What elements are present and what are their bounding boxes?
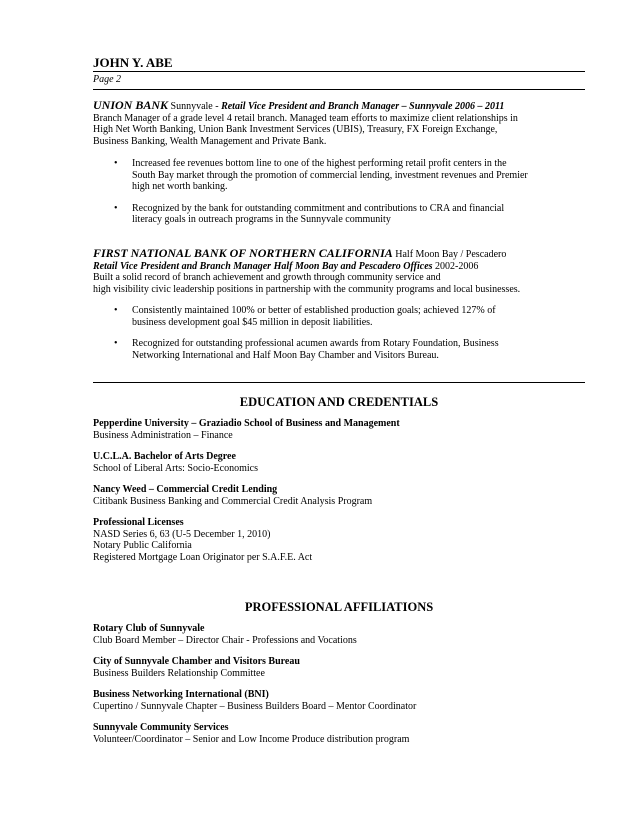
entry-line: Business Builders Relationship Committee — [93, 667, 265, 679]
desc-line: High Net Worth Banking, Union Bank Investment Services (UBIS), Treasury, FX Foreign Exchange, — [93, 124, 498, 135]
role-title: Retail Vice President and Branch Manager Half Moon Bay and Pescadero Offices — [93, 260, 433, 272]
entry-line: Cupertino / Sunnyvale Chapter – Business Builders Board – Mentor Coordinator — [93, 700, 417, 712]
education-entry — [93, 451, 585, 474]
entry-name: Business Networking International (BNI) — [93, 689, 269, 700]
job-title-dates: Retail Vice President and Branch Manager – Sunnyvale 2006 – 2011 — [221, 101, 505, 112]
role-dates: 2002-2006 — [435, 260, 479, 272]
education-entry — [93, 517, 585, 563]
entry-line: Club Board Member – Director Chair - Professions and Vocations — [93, 634, 357, 646]
entry-name: U.C.L.A. Bachelor of Arts Degree — [93, 451, 236, 462]
bullet-line: high net worth banking. — [132, 181, 228, 192]
entry-name: Nancy Weed – Commercial Credit Lending — [93, 484, 278, 495]
affiliations-list — [93, 623, 585, 755]
entry-name: Sunnyvale Community Services — [93, 722, 229, 733]
bullet-line: Recognized for outstanding professional acumen awards from Rotary Foundation, Business — [132, 338, 499, 349]
company-name: UNION BANK — [93, 98, 169, 112]
job-description — [93, 113, 585, 148]
bullet-line: Increased fee revenues bottom line to one of the highest performing retail profit centers in the — [132, 158, 507, 169]
affiliations-title: PROFESSIONAL AFFILIATIONS — [244, 600, 434, 614]
job-first-national — [93, 248, 585, 361]
education-entry — [93, 484, 585, 507]
page-number: Page 2 — [93, 74, 122, 85]
entry-line: Notary Public California — [93, 540, 192, 551]
entry-name: Rotary Club of Sunnyvale — [93, 623, 205, 634]
entry-name: City of Sunnyvale Chamber and Visitors Bureau — [93, 656, 300, 667]
job-union-bank — [93, 100, 585, 226]
job-heading — [93, 100, 585, 113]
bullet-item — [93, 203, 585, 226]
education-title: EDUCATION AND CREDENTIALS — [239, 395, 439, 409]
entry-line: Business Administration – Finance — [93, 429, 233, 441]
bullet-line: business development goal $45 million in deposit liabilities. — [132, 316, 373, 328]
desc-line: Built a solid record of branch achievement and growth through community service and — [93, 272, 441, 283]
affiliation-entry — [93, 623, 585, 646]
achievement-list — [93, 158, 585, 226]
entry-line: Registered Mortgage Loan Originator per S.A.F.E. Act — [93, 551, 313, 563]
header-rule — [93, 71, 585, 72]
job-role — [93, 261, 585, 273]
desc-line: high visibility civic leadership positions in partnership with the community programs and local businesses. — [93, 283, 521, 295]
entry-line: NASD Series 6, 63 (U-5 December 1, 2010) — [93, 528, 271, 540]
bullet-item — [93, 305, 585, 328]
section-rule — [93, 382, 585, 383]
company-name: FIRST NATIONAL BANK OF NORTHERN CALIFORNIA — [93, 246, 393, 260]
affiliation-entry — [93, 689, 585, 712]
bullet-line: Consistently maintained 100% or better of established production goals; achieved 127% of — [132, 305, 496, 316]
bullet-line: literacy goals in outreach programs in the Sunnyvale community — [132, 214, 391, 225]
affiliation-entry — [93, 722, 585, 745]
job-heading — [93, 248, 585, 261]
education-entry — [93, 418, 585, 441]
desc-line: Business Banking, Wealth Management and Private Bank. — [93, 135, 327, 147]
entry-line: Volunteer/Coordinator – Senior and Low Income Produce distribution program — [93, 733, 410, 745]
entry-name: Professional Licenses — [93, 517, 184, 528]
bullet-item — [93, 158, 585, 193]
entry-name: Pepperdine University – Graziadio School of Business and Management — [93, 418, 400, 429]
bullet-icon: • — [114, 158, 118, 169]
job-location: Half Moon Bay / Pescadero — [395, 249, 507, 260]
desc-line: Branch Manager of a grade level 4 retail branch. Managed team efforts to maximize client relationships in — [93, 112, 518, 124]
bullet-icon: • — [114, 202, 118, 214]
bullet-icon: • — [114, 338, 118, 349]
job-description — [93, 272, 585, 295]
header-name: JOHN Y. ABE — [93, 55, 173, 70]
bullet-line: South Bay market through the promotion of commercial lending, investment revenues and Premier — [132, 169, 528, 181]
entry-line: School of Liberal Arts: Socio-Economics — [93, 462, 258, 474]
job-location: Sunnyvale - — [170, 101, 219, 112]
achievement-list — [93, 305, 585, 361]
bullet-line: Networking International and Half Moon Bay Chamber and Visitors Bureau. — [132, 349, 439, 361]
bullet-icon: • — [114, 305, 118, 316]
education-list — [93, 418, 585, 573]
bullet-line: Recognized by the bank for outstanding commitment and contributions to CRA and financial — [132, 202, 505, 214]
entry-line: Citibank Business Banking and Commercial Credit Analysis Program — [93, 495, 373, 507]
affiliation-entry — [93, 656, 585, 679]
bullet-item — [93, 338, 585, 361]
page-rule — [93, 89, 585, 90]
